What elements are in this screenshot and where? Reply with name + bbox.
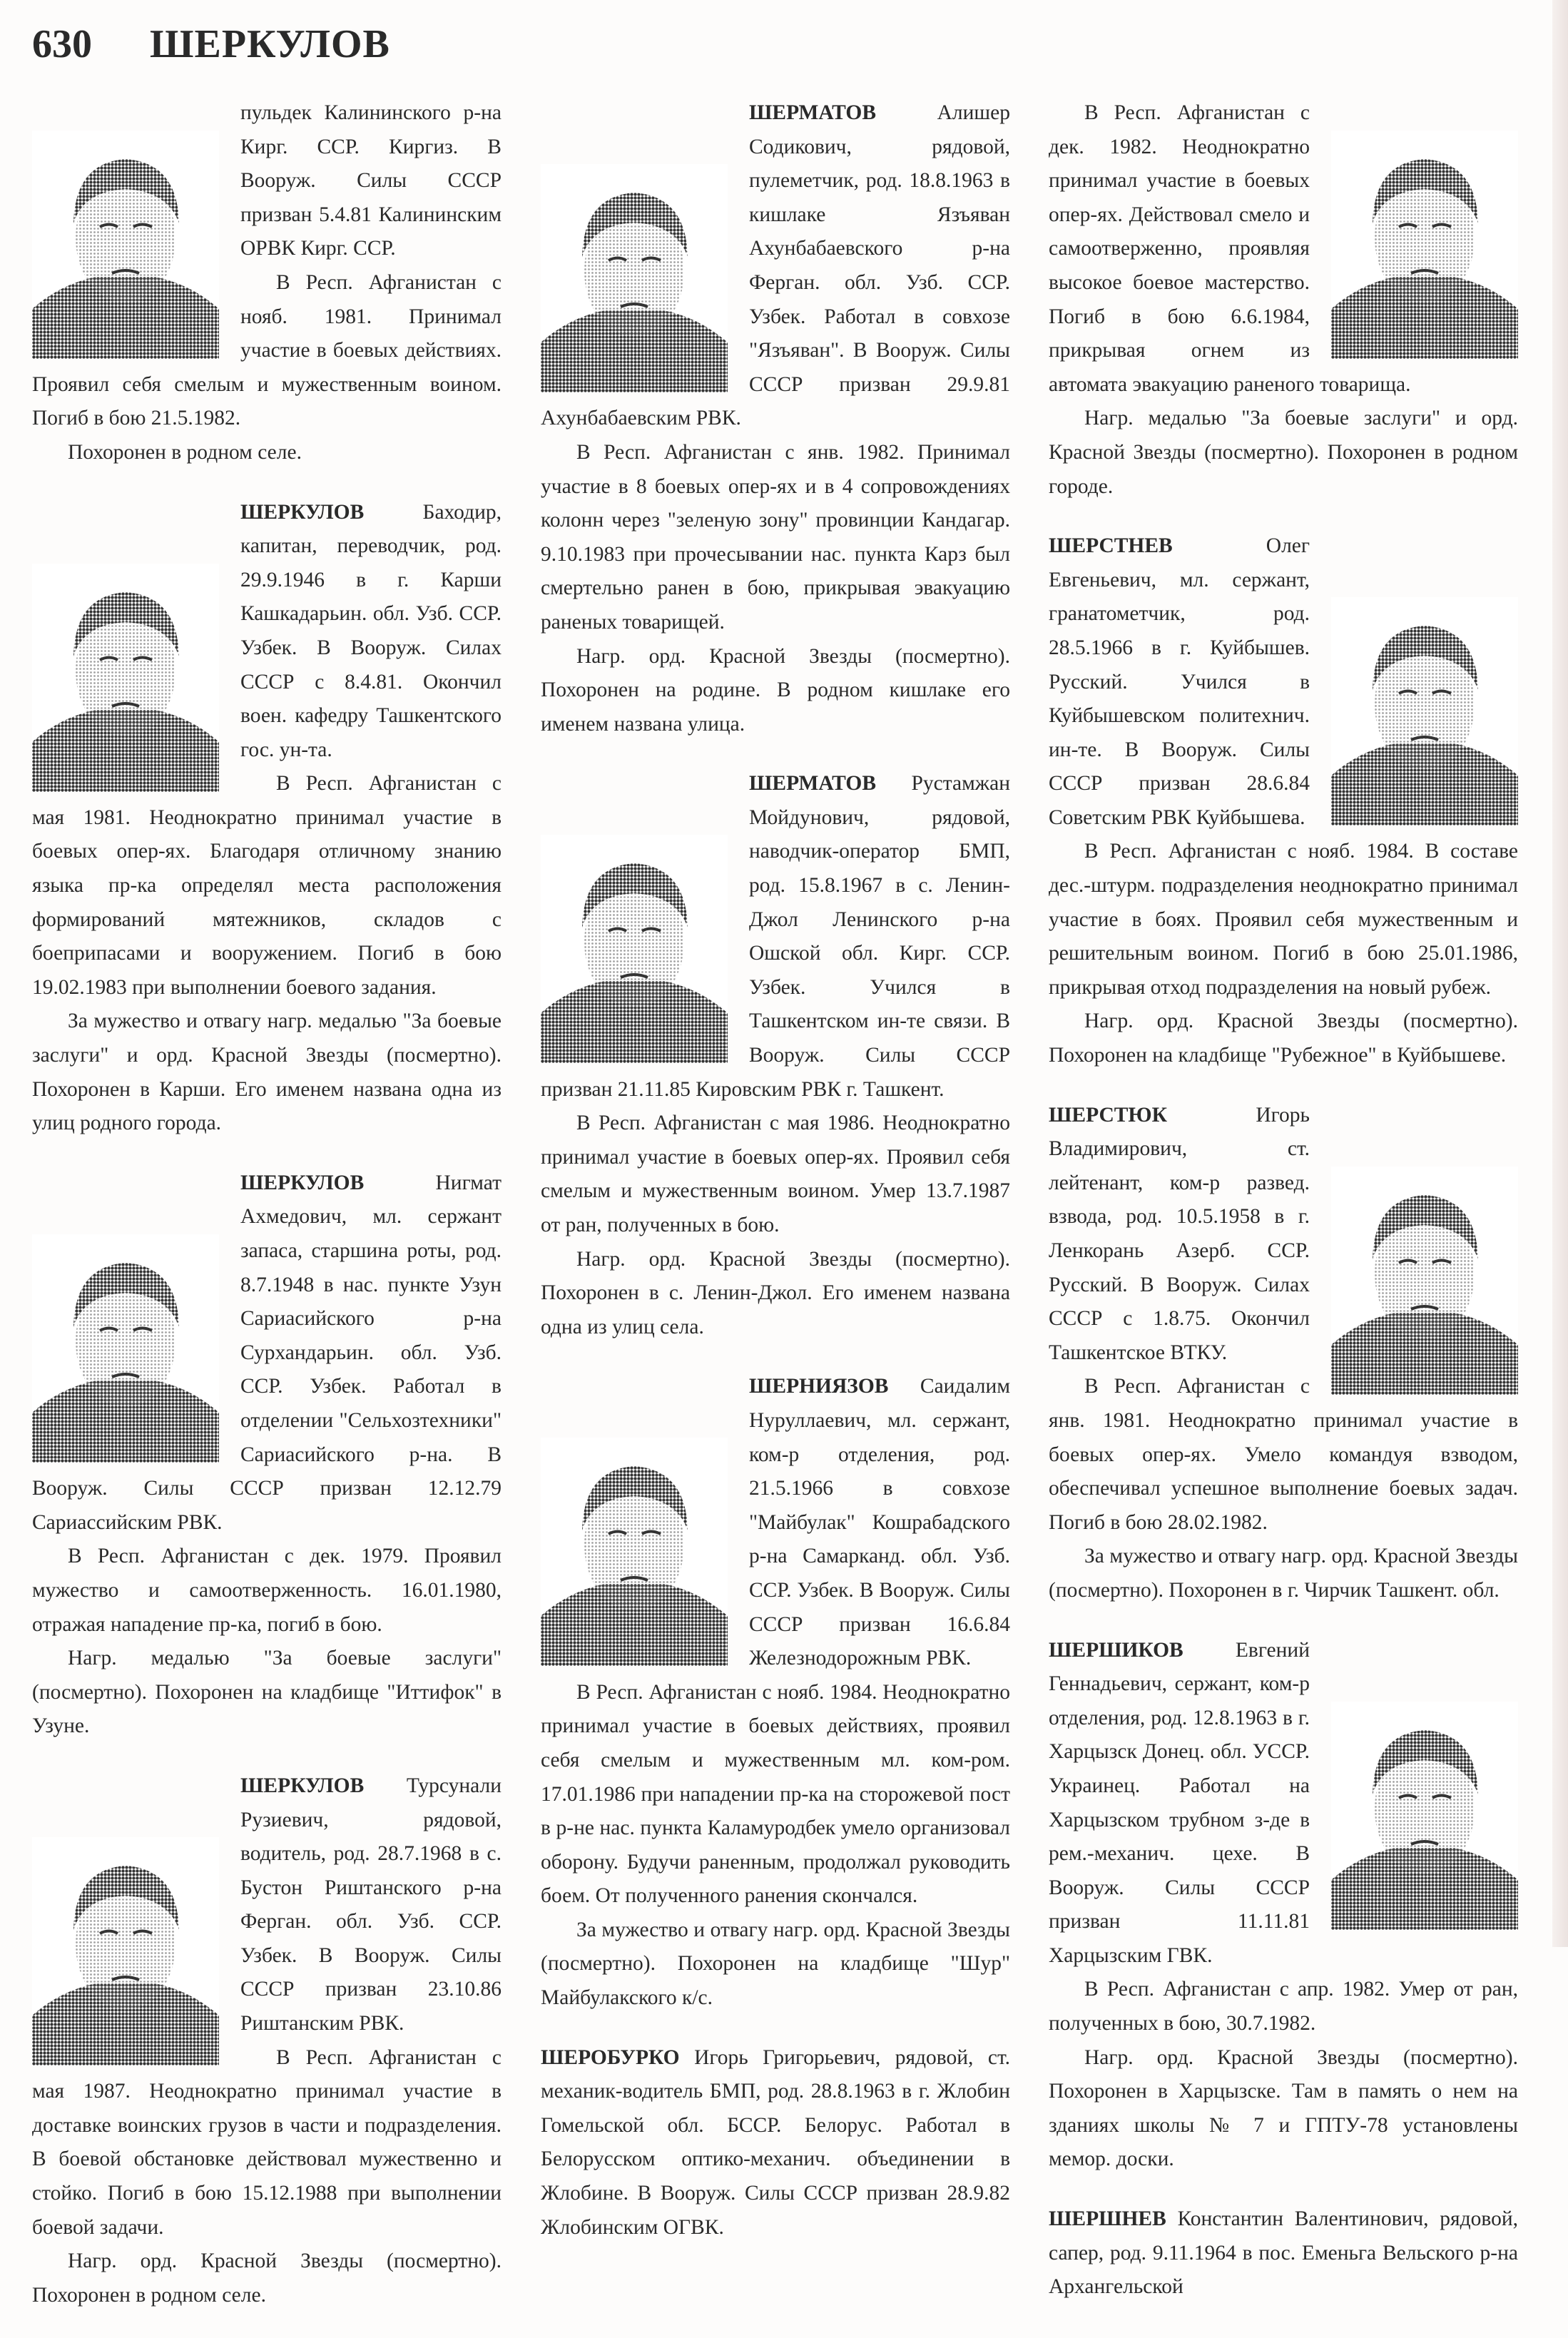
entry-paragraph [32, 2245, 502, 2312]
entry-paragraph [541, 1243, 1010, 1345]
portrait-photo [32, 1837, 219, 2065]
entry-text: Игорь Григорьевич, рядовой, ст. механик-водитель БМП, род. 28.8.1963 в г. Жлобин Гомельской обл. БССР. Белорус. Работал в Белорусском оптико-механич. объединении в Жлобине. В Вооруж. Силы СССР призван 28.9.82 Жлобинским ОГВК. [541, 2045, 1011, 2239]
biography-entry [1049, 1099, 1518, 1608]
biography-entry-continued [32, 96, 502, 470]
entry-paragraph [1049, 1005, 1518, 1072]
portrait-photo [1331, 1167, 1518, 1395]
entry-text: Нагр. медалью "За боевые заслуги" (посмертно). Похоронен на кладбище "Иттифок" в Узуне. [32, 1647, 502, 1738]
entry-text: Олег Евгеньевич, мл. сержант, гранатометчик, род. 28.5.1966 в г. Куйбышев. Русский. Учился в Куйбышевском политехнич. ин-те. В Вооруж. Силы СССР призван 28.6.84 Советским РВК Куйбышева. [1049, 534, 1310, 829]
column-2 [541, 96, 1010, 2270]
entry-text: В Респ. Афганистан с нояб. 1984. Неоднократно принимал участие в боевых действиях, проявил себя смелым и мужественным мл. ком-ром. 17.01.1986 при нападении пр-ка на сторожевой пост в р-не нас. пункта Каламуродбек умело организовал оборону. Будучи раненным, продолжал руководить боем. От полученного ранения скончался. [541, 1680, 1010, 1908]
entry-surname: ШЕРШНЕВ [1049, 2207, 1166, 2231]
entry-surname: ШЕРСТНЕВ [1049, 534, 1173, 558]
portrait-photo [541, 835, 728, 1063]
biography-entry [32, 1769, 502, 2313]
entry-paragraph [32, 1540, 502, 1642]
entry-text: В Респ. Афганистан с янв. 1981. Неоднократно принимал участие в боевых опер-ях. Умело командуя взводом, обеспечивал успешное выполнение боевых задач. Погиб в бою 28.02.1982. [1049, 1375, 1518, 1534]
entry-text: Нагр. орд. Красной Звезды (посмертно). Похоронен в родном селе. [32, 2250, 502, 2307]
entry-text: В Респ. Афганистан с янв. 1982. Принимал участие в 8 боевых опер-ях и в 4 сопровождениях колонн через "зеленую зону" провинции Кандагар. 9.10.1983 при прочесывании нас. пункта Карз был смертельно ранен в бою, прикрывая эвакуацию раненых товарищей. [541, 440, 1010, 634]
portrait-photo [1331, 131, 1518, 359]
entry-text: За мужество и отвагу нагр. орд. Красной Звезды (посмертно). Похоронен в г. Чирчик Ташкент. обл. [1049, 1545, 1518, 1602]
portrait-photo [32, 564, 219, 792]
entry-text: В Респ. Афганистан с мая 1986. Неоднократно принимал участие в боевых опер-ях. Проявил себя смелым и мужественным воином. Умер 13.7.1987 от ран, полученных в бою. [541, 1112, 1010, 1236]
entry-text: Нагр. орд. Красной Звезды (посмертно). Похоронен на кладбище "Рубежное" в Куйбышеве. [1049, 1010, 1518, 1067]
entry-paragraph [541, 640, 1010, 742]
entry-text: Нагр. медалью "За боевые заслуги" и орд. Красной Звезды (посмертно). Похоронен в родном городе. [1049, 407, 1518, 498]
entry-text: Саидалим Нуруллаевич, мл. сержант, ком-р отделения, род. 21.5.1966 в совхозе "Майбулак" Кошрабадского р-на Самарканд. обл. Узб. ССР. Узбек. В Вооруж. Силы СССР призван 16.6.84 Железнодорожным РВК. [749, 1375, 1010, 1670]
portrait-photo [1331, 597, 1518, 825]
entry-paragraph [1049, 402, 1518, 504]
entry-paragraph [1049, 2202, 1518, 2304]
entry-text: Баходир, капитан, переводчик, род. 29.9.1946 в г. Карши Кашкадарьин. обл. Узб. ССР. Узбек. В Вооруж. Силах СССР с 8.4.81. Окончил воен. кафедру Ташкентского гос. ун-та. [240, 500, 502, 761]
biography-entry [541, 1370, 1010, 2015]
column-1 [32, 96, 502, 2338]
entry-text: пульдек Калининского р-на Кирг. ССР. Киргиз. В Вооруж. Силы СССР призван 5.4.81 Калининским ОРВК Кирг. ССР. [240, 101, 502, 260]
entry-text: Константин Валентинович, рядовой, сапер, род. 9.11.1964 в пос. Еменьга Вельского р-на Архангельской [1049, 2207, 1519, 2299]
entry-surname: ШЕРКУЛОВ [240, 500, 365, 524]
entry-text: Рустамжан Мойдунович, рядовой, наводчик-оператор БМП, род. 15.8.1967 в с. Ленин-Джол Ленинского р-на Ошской обл. Кирг. ССР. Узбек. Учился в Ташкентском ин-те связи. В Вооруж. Силы СССР призван 21.11.85 Кировским РВК г. Ташкент. [541, 772, 1010, 1101]
entry-text: В Респ. Афганистан с дек. 1979. Проявил мужество и самоотверженность. 16.01.1980, отражая нападение пр-ка, погиб в бою. [32, 1545, 502, 1636]
biography-entry [1049, 2202, 1518, 2304]
page-edge-shadow [1552, 0, 1568, 1947]
page-number: 630 [32, 22, 92, 66]
entry-paragraph [1049, 1370, 1518, 1540]
entry-text: Похоронен в родном селе. [68, 440, 302, 464]
entry-paragraph [541, 1913, 1010, 2016]
portrait-photo [32, 131, 219, 359]
biography-entry [32, 1167, 502, 1744]
entry-text: В Респ. Афганистан с дек. 1982. Неоднократно принимал участие в боевых опер-ях. Действовал смело и самоотверженно, проявляя высокое боевое мастерство. Погиб в бою 6.6.1984, прикрывая огнем из автомата эвакуацию раненого товарища. [1049, 101, 1411, 396]
entry-paragraph [1049, 2041, 1518, 2177]
portrait-photo [541, 1438, 728, 1666]
biography-entry [32, 496, 502, 1141]
entry-text: В Респ. Афганистан с мая 1981. Неоднократно принимал участие в боевых опер-ях. Благодаря отличному знанию языка пр-ка определял места расположения формирований мятежников, складов с боеприпасами и вооружением. Погиб в бою 19.02.1983 при выполнении боевого задания. [32, 772, 502, 999]
entry-text: В Респ. Афганистан с апр. 1982. Умер от ран, полученных в бою, 30.7.1982. [1049, 1978, 1518, 2035]
biography-entry [541, 2041, 1010, 2245]
biography-entry-continued [1049, 96, 1518, 504]
entry-text: Нигмат Ахмедович, мл. сержант запаса, старшина роты, род. 8.7.1948 в нас. пункте Узун Сариасийского р-на Сурхандарьин. обл. Узб. ССР. Узбек. Работал в отделении "Сельхозтехники" Сариасийского р-на. В Вооруж. Силы СССР призван 12.12.79 Сариассийским РВК. [32, 1171, 502, 1534]
entry-text: Игорь Владимирович, ст. лейтенант, ком-р развед. взвода, род. 10.5.1958 в г. Ленкорань Азерб. ССР. Русский. В Вооруж. Силах СССР с 1.8.75. Окончил Ташкентское ВТКУ. [1049, 1103, 1310, 1364]
entry-text: В Респ. Афганистан с нояб. 1984. В составе дес.-штурм. подразделения неоднократно принимал участие в боях. Проявил себя мужественным и решительным воином. Погиб в бою 25.01.1986, прикрывая отход подразделения на новый рубеж. [1049, 840, 1518, 999]
entry-text: Нагр. орд. Красной Звезды (посмертно). Похоронен на родине. В родном кишлаке его именем названа улица. [541, 644, 1010, 736]
entry-text: В Респ. Афганистан с мая 1987. Неоднократно принимал участие в доставке воинских грузов в части и подразделения. В боевой обстановке действовал мужественно и стойко. Погиб в бою 15.12.1988 при выполнении боевой задачи. [32, 2045, 502, 2239]
entry-paragraph [32, 2041, 502, 2245]
entry-paragraph [541, 1107, 1010, 1242]
entry-text: Алишер Содикович, рядовой, пулеметчик, род. 18.8.1963 в кишлаке Язъяван Ахунбабаевского р-на Ферган. обл. Узб. ССР. Узбек. Работал в совхозе "Язъяван". В Вооруж. Силы СССР призван 29.9.81 Ахунбабаевским РВК. [541, 101, 1010, 430]
entry-text: За мужество и отвагу нагр. медалью "За боевые заслуги" и орд. Красной Звезды (посмертно). Похоронен в Карши. Его именем названа одна из улиц родного города. [32, 1010, 502, 1135]
entry-text: За мужество и отвагу нагр. орд. Красной Звезды (посмертно). Похоронен на кладбище "Шур" Майбулакского к/с. [541, 1918, 1010, 2010]
portrait-photo [1331, 1702, 1518, 1930]
entry-text: В Респ. Афганистан с нояб. 1981. Принимал участие в боевых действиях. Проявил себя смелым и мужественным воином. Погиб в бою 21.5.1982. [32, 270, 502, 430]
entry-text: Евгений Геннадьевич, сержант, ком-р отделения, род. 12.8.1963 в г. Харцызск Донец. обл. УССР. Украинец. Работал на Харцызском трубном з-де в рем.-механич. цехе. В Вооруж. Силы СССР призван 11.11.81 Харцызским ГВК. [1049, 1638, 1310, 1967]
entry-paragraph [1049, 1540, 1518, 1607]
column-3 [1049, 96, 1518, 2330]
entry-paragraph [1049, 835, 1518, 1005]
biography-entry [541, 767, 1010, 1344]
entry-paragraph [541, 1676, 1010, 1913]
entry-paragraph [32, 1005, 502, 1140]
biography-entry [1049, 1634, 1518, 2177]
portrait-photo [541, 164, 728, 392]
entry-paragraph [32, 436, 502, 470]
entry-surname: ШЕРШИКОВ [1049, 1638, 1183, 1662]
entry-surname: ШЕРМАТОВ [749, 101, 876, 124]
biography-entry [1049, 529, 1518, 1073]
entry-text: Нагр. орд. Красной Звезды (посмертно). Похоронен в с. Ленин-Джол. Его именем названа одна из улиц села. [541, 1247, 1010, 1338]
entry-paragraph [32, 767, 502, 1005]
portrait-photo [32, 1234, 219, 1463]
entry-paragraph [32, 1642, 502, 1744]
entry-surname: ШЕРНИЯЗОВ [749, 1375, 889, 1398]
entry-paragraph [1049, 1973, 1518, 2040]
entry-text: Турсунали Рузиевич, рядовой, водитель, род. 28.7.1968 в с. Бустон Риштанского р-на Ферган. обл. Узб. ССР. Узбек. В Вооруж. Силы СССР призван 23.10.86 Риштанским РВК. [240, 1774, 502, 2035]
entry-surname: ШЕРКУЛОВ [240, 1171, 365, 1194]
entry-paragraph [541, 436, 1010, 640]
running-title: ШЕРКУЛОВ [150, 22, 390, 66]
biography-entry [541, 96, 1010, 741]
entry-surname: ШЕРСТЮК [1049, 1103, 1168, 1127]
entry-surname: ШЕРОБУРКО [541, 2045, 680, 2069]
entry-surname: ШЕРМАТОВ [749, 772, 876, 796]
entry-text: Нагр. орд. Красной Звезды (посмертно). Похоронен в Харцызске. Там в память о нем на зданиях школы № 7 и ГПТУ-78 установлены мемор. доски. [1049, 2045, 1518, 2171]
page-header [32, 21, 390, 71]
entry-surname: ШЕРКУЛОВ [240, 1774, 365, 1797]
entry-paragraph [541, 2041, 1010, 2245]
